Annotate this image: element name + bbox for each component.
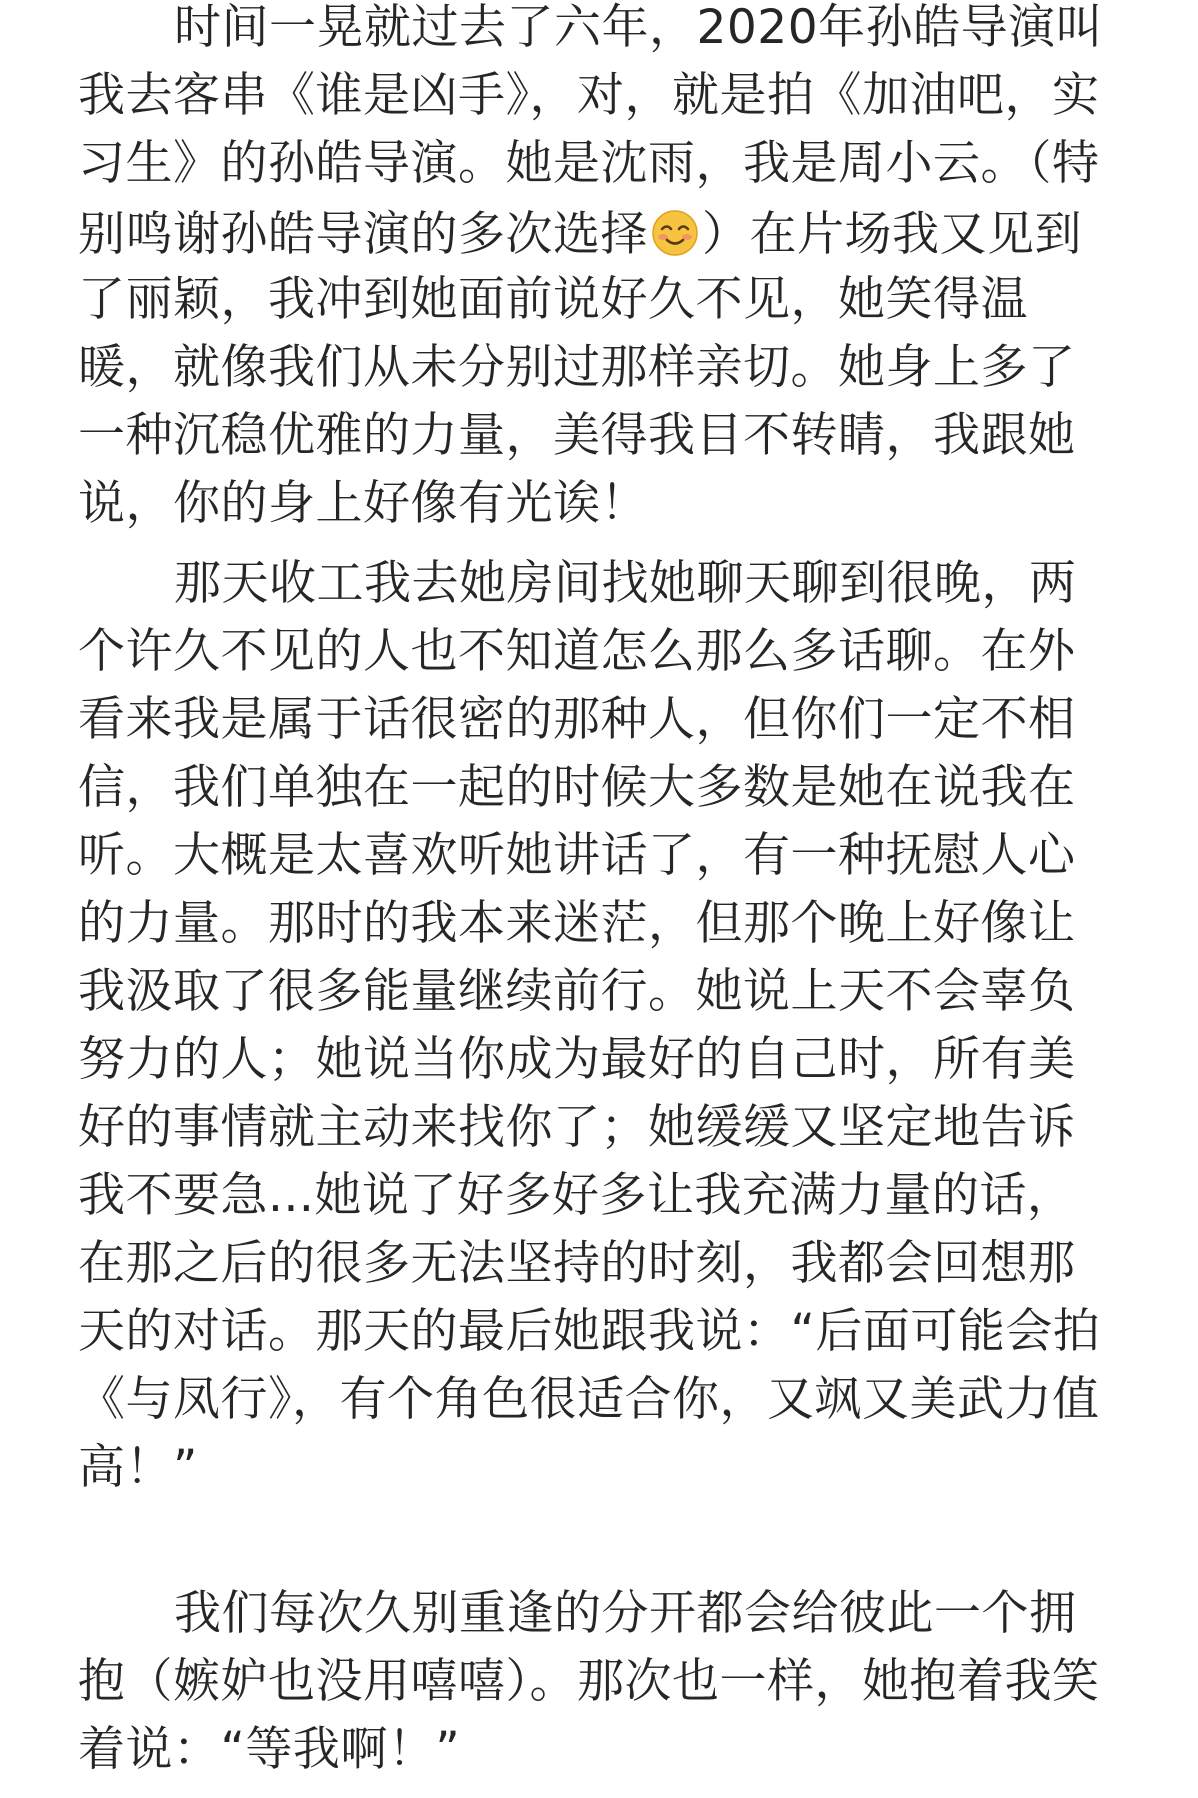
- text-line: 好的事情就主动来找你了；她缓缓又坚定地告诉: [78, 1100, 1076, 1155]
- text-line: 那天收工我去她房间找她聊天聊到很晚，两: [174, 556, 1077, 611]
- text-segment: 别鸣谢孙皓导演的多次选择: [78, 207, 648, 262]
- text-line: 一种沉稳优雅的力量，美得我目不转睛，我跟她: [78, 408, 1076, 463]
- text-line: 天的对话。那天的最后她跟我说：“后面可能会拍: [78, 1304, 1101, 1359]
- text-line: 抱（嫉妒也没用嘻嘻）。那次也一样，她抱着我笑: [78, 1654, 1100, 1709]
- text-line: 个许久不见的人也不知道怎么那么多话聊。在外: [78, 624, 1076, 679]
- text-line: 《与凤行》，有个角色很适合你，又飒又美武力值: [78, 1372, 1100, 1427]
- text-line: 说，你的身上好像有光诶！: [78, 476, 648, 531]
- text-line: 着说：“等我啊！”: [78, 1722, 461, 1777]
- text-line: 信，我们单独在一起的时候大多数是她在说我在: [78, 760, 1076, 815]
- text-line: 我不要急...她说了好多好多让我充满力量的话，: [78, 1168, 1075, 1223]
- text-line: 暖，就像我们从未分别过那样亲切。她身上多了: [78, 340, 1076, 395]
- text-line: 看来我是属于话很密的那种人，但你们一定不相: [78, 692, 1076, 747]
- text-line: 我汲取了很多能量继续前行。她说上天不会辜负: [78, 964, 1076, 1019]
- text-line: 在那之后的很多无法坚持的时刻，我都会回想那: [78, 1236, 1076, 1291]
- text-segment: ）在片场我又见到: [702, 207, 1082, 262]
- text-line: 我们每次久别重逢的分开都会给彼此一个拥: [174, 1586, 1077, 1641]
- text-line: 高！”: [78, 1440, 198, 1495]
- text-line: 的力量。那时的我本来迷茫，但那个晚上好像让: [78, 896, 1076, 951]
- text-line-with-emoji: [78, 207, 1082, 262]
- text-line: 了丽颖，我冲到她面前说好久不见，她笑得温: [78, 272, 1028, 327]
- text-line: 努力的人；她说当你成为最好的自己时，所有美: [78, 1032, 1076, 1087]
- text-line: 习生》的孙皓导演。她是沈雨，我是周小云。（特: [78, 136, 1100, 191]
- text-line: 时间一晃就过去了六年，2020年孙皓导演叫: [174, 0, 1104, 55]
- text-line: 我去客串《谁是凶手》，对，就是拍《加油吧，实: [78, 68, 1100, 123]
- text-line: 听。大概是太喜欢听她讲话了，有一种抚慰人心: [78, 828, 1076, 883]
- smiling-face-emoji-icon: [650, 208, 700, 258]
